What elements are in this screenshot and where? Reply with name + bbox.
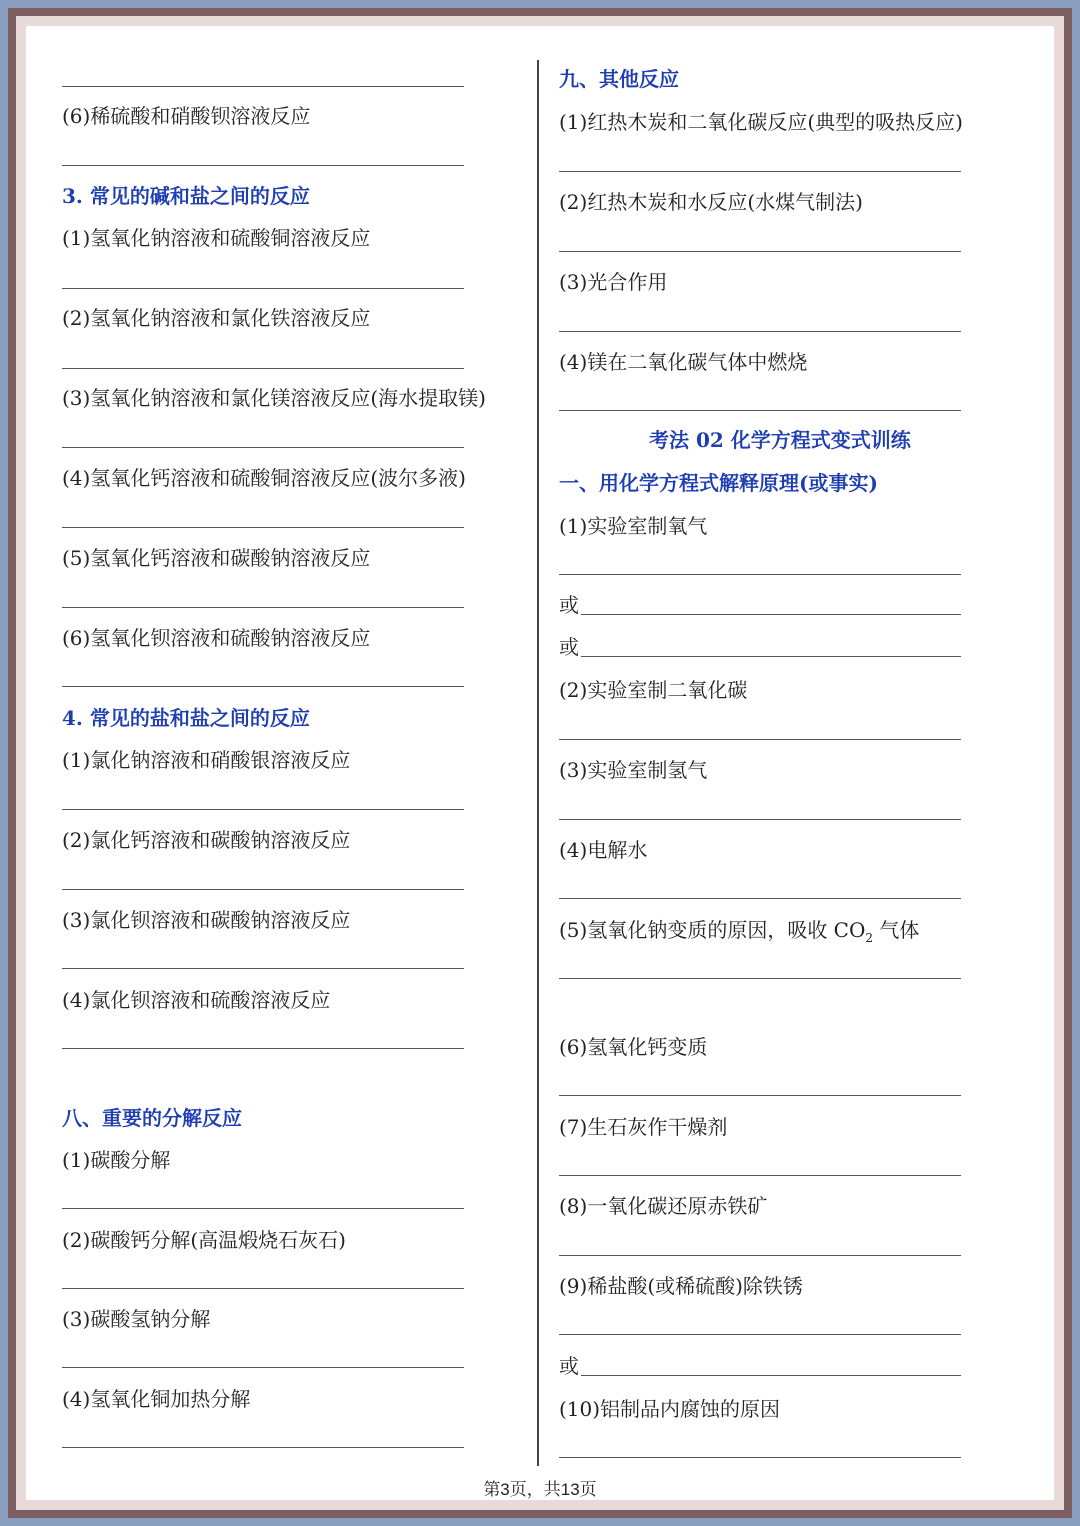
question-text: (1)红热木炭和二氧化碳反应(典型的吸热反应)	[559, 110, 963, 134]
question-text: (2)氢氧化钠溶液和氯化铁溶液反应	[62, 306, 371, 330]
answer-line	[62, 447, 464, 448]
question-text-main: (5)氢氧化钠变质的原因，吸收 CO	[559, 918, 866, 942]
section-heading: 3. 常见的碱和盐之间的反应	[62, 184, 310, 208]
answer-line	[62, 607, 464, 608]
question-text: (1)氯化钠溶液和硝酸银溶液反应	[62, 748, 351, 772]
answer-line	[581, 1375, 961, 1376]
question-text: (5)氢氧化钙溶液和碳酸钠溶液反应	[62, 546, 371, 570]
answer-line	[62, 86, 464, 87]
answer-line	[559, 1175, 961, 1176]
answer-line	[62, 1048, 464, 1049]
answer-line	[559, 739, 961, 740]
question-text: (7)生石灰作干燥剂	[559, 1115, 728, 1139]
or-label: 或	[559, 1354, 579, 1378]
question-text: (2)实验室制二氧化碳	[559, 678, 748, 702]
or-label: 或	[559, 635, 579, 659]
question-text: (6)氢氧化钡溶液和硫酸钠溶液反应	[62, 626, 371, 650]
answer-line	[62, 1447, 464, 1448]
answer-line	[62, 889, 464, 890]
question-text: (4)电解水	[559, 838, 648, 862]
answer-line	[62, 288, 464, 289]
question-text: (1)实验室制氧气	[559, 514, 708, 538]
question-text	[559, 914, 919, 945]
answer-line	[62, 1208, 464, 1209]
answer-line	[559, 251, 961, 252]
question-text: (2)氯化钙溶液和碳酸钠溶液反应	[62, 828, 351, 852]
page-footer: 第3页，共13页	[483, 1480, 597, 1499]
question-text: (1)碳酸分解	[62, 1148, 171, 1172]
answer-line	[559, 574, 961, 575]
answer-line	[559, 978, 961, 979]
answer-line	[559, 898, 961, 899]
question-text: (3)实验室制氢气	[559, 758, 708, 782]
answer-line	[62, 686, 464, 687]
document-page	[26, 26, 1054, 1500]
method-heading: 考法 02 化学方程式变式训练	[649, 428, 911, 452]
section-heading: 一、用化学方程式解释原理(或事实)	[559, 471, 878, 495]
question-text: (9)稀盐酸(或稀硫酸)除铁锈	[559, 1274, 803, 1298]
question-text: (4)氢氧化钙溶液和硫酸铜溶液反应(波尔多液)	[62, 466, 466, 490]
question-text: (4)氢氧化铜加热分解	[62, 1387, 251, 1411]
question-text: (10)铝制品内腐蚀的原因	[559, 1397, 781, 1421]
answer-line	[581, 656, 961, 657]
question-text: (4)氯化钡溶液和硫酸溶液反应	[62, 988, 331, 1012]
answer-line	[559, 331, 961, 332]
or-label: 或	[559, 593, 579, 617]
question-text: (4)镁在二氧化碳气体中燃烧	[559, 350, 808, 374]
section-heading: 4. 常见的盐和盐之间的反应	[62, 706, 310, 730]
left-column	[26, 26, 531, 1500]
answer-line	[62, 809, 464, 810]
question-text: (3)氯化钡溶液和碳酸钠溶液反应	[62, 908, 351, 932]
co2-subscript: 2	[865, 931, 874, 945]
answer-line	[559, 171, 961, 172]
answer-line	[62, 527, 464, 528]
answer-line	[559, 1095, 961, 1096]
answer-line	[559, 1457, 961, 1458]
section-heading: 八、重要的分解反应	[62, 1106, 242, 1130]
section-heading: 九、其他反应	[559, 67, 679, 91]
answer-line	[62, 1367, 464, 1368]
answer-line	[559, 819, 961, 820]
question-text-tail: 气体	[873, 918, 920, 942]
answer-line	[559, 1334, 961, 1335]
question-text: (1)氢氧化钠溶液和硫酸铜溶液反应	[62, 226, 371, 250]
answer-line	[559, 410, 961, 411]
question-text: (3)氢氧化钠溶液和氯化镁溶液反应(海水提取镁)	[62, 386, 486, 410]
answer-line	[62, 968, 464, 969]
answer-line	[62, 368, 464, 369]
right-column	[531, 26, 1054, 1500]
answer-line	[62, 165, 464, 166]
question-text: (6)稀硫酸和硝酸钡溶液反应	[62, 104, 311, 128]
question-text: (6)氢氧化钙变质	[559, 1035, 708, 1059]
question-text: (3)碳酸氢钠分解	[62, 1307, 211, 1331]
answer-line	[62, 1288, 464, 1289]
answer-line	[581, 614, 961, 615]
question-text: (3)光合作用	[559, 270, 668, 294]
answer-line	[559, 1255, 961, 1256]
question-text: (8)一氧化碳还原赤铁矿	[559, 1194, 768, 1218]
question-text: (2)红热木炭和水反应(水煤气制法)	[559, 190, 863, 214]
question-text: (2)碳酸钙分解(高温煅烧石灰石)	[62, 1228, 346, 1252]
